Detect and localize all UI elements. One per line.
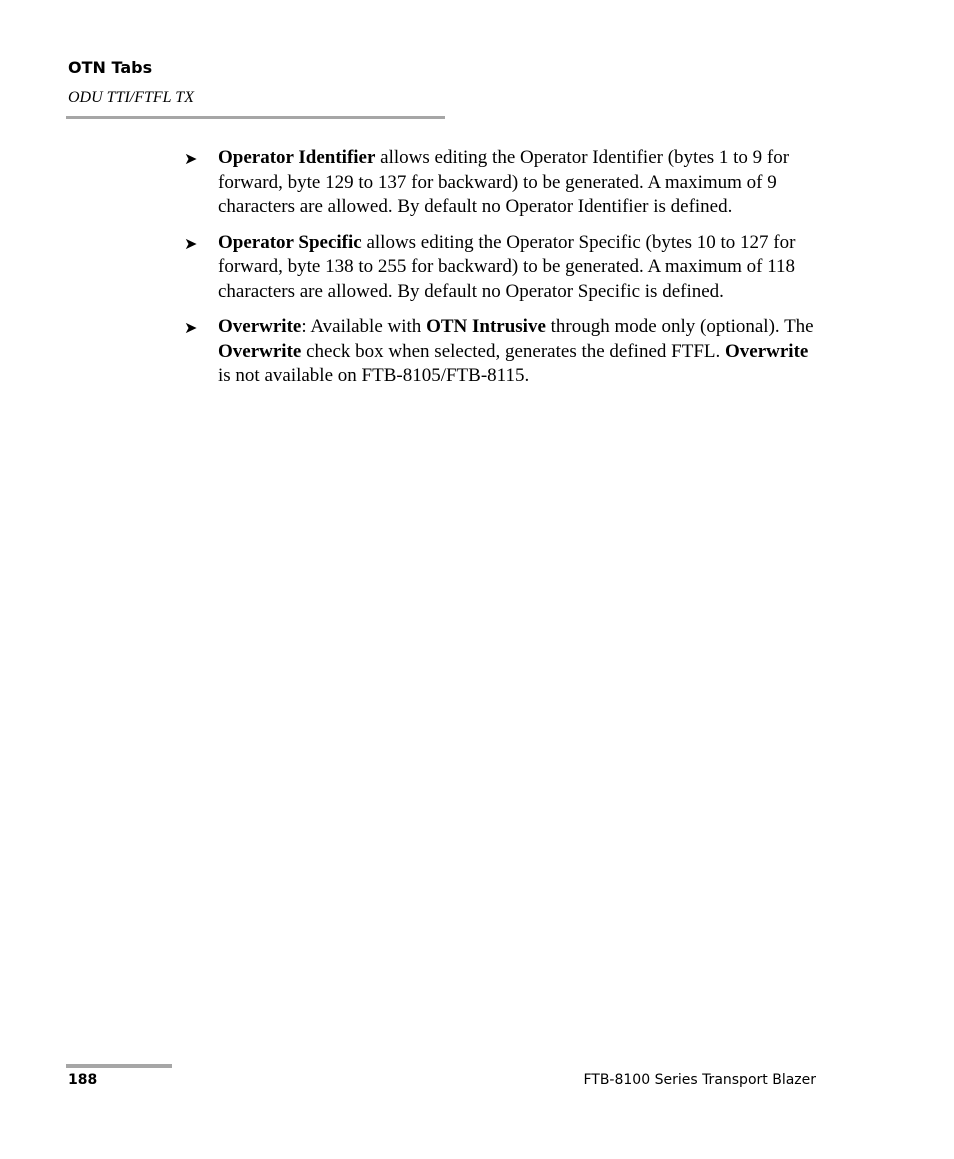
page-number: 188: [68, 1072, 98, 1088]
bullet-text: [218, 316, 814, 386]
header-divider: [66, 116, 445, 119]
description-text: is not available on FTB-8105/FTB-8115.: [218, 365, 530, 386]
description-text: through mode only (optional). The: [545, 316, 814, 337]
bullet-item-operator-specific: [184, 231, 824, 305]
chapter-title: OTN Tabs: [68, 58, 153, 77]
term-operator-identifier: Operator Identifier: [218, 147, 376, 168]
bullet-list: [184, 146, 824, 400]
bullet-text: [218, 147, 789, 217]
section-subtitle: ODU TTI/FTFL TX: [68, 89, 194, 106]
term-otn-intrusive: OTN Intrusive: [426, 316, 546, 337]
term-overwrite: Overwrite: [725, 340, 809, 362]
arrowhead-bullet-icon: ➤: [184, 149, 198, 168]
arrowhead-bullet-icon: ➤: [184, 318, 198, 337]
term-operator-specific: Operator Specific: [218, 231, 362, 253]
bullet-item-operator-identifier: [184, 146, 824, 220]
footer-divider: [66, 1064, 172, 1068]
term-overwrite: Overwrite: [218, 340, 302, 362]
arrowhead-bullet-icon: ➤: [184, 233, 198, 253]
description-text: : Available with: [301, 316, 427, 337]
bullet-text: [218, 232, 795, 302]
term-overwrite: Overwrite: [218, 316, 302, 337]
bullet-item-overwrite: [184, 315, 824, 389]
description-text: allows editing the Operator Specific (bytes 10 to 127 for forward, byte 138 to 255 for backward) to be generated. A maximum of 118 characters are allowed. By default no Operator Specific is defined.: [218, 231, 796, 302]
description-text: allows editing the Operator Identifier (bytes 1 to 9 for forward, byte 129 to 137 for backward) to be generated. A maximum of 9 characters are allowed. By default no Operator Identifier is defined.: [218, 147, 790, 217]
description-text: check box when selected, generates the defined FTFL.: [301, 340, 725, 362]
product-name: FTB-8100 Series Transport Blazer: [583, 1072, 816, 1088]
